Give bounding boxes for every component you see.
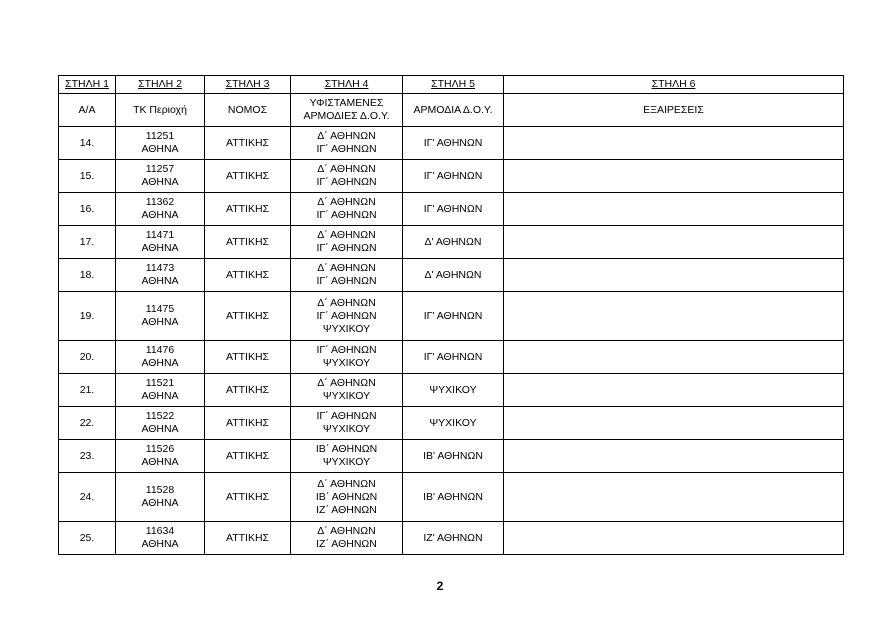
table-row <box>59 292 844 341</box>
subheader-line: ΥΦΙΣΤΑΜΕΝΕΣ <box>309 97 384 109</box>
column-header: ΣΤΗΛΗ 3 <box>205 76 291 94</box>
cell-line: ΙΓ΄ ΑΘΗΝΩΝ <box>316 275 377 287</box>
cell-tk-area <box>116 440 205 473</box>
table-row <box>59 127 844 160</box>
cell-nomos: ΑΤΤΙΚΗΣ <box>205 127 291 160</box>
cell-nomos: ΑΤΤΙΚΗΣ <box>205 160 291 193</box>
cell-line: ΑΘΗΝΑ <box>141 176 179 188</box>
cell-tk-area <box>116 407 205 440</box>
cell-line: 11475 <box>145 303 175 315</box>
column-header-row <box>59 76 844 94</box>
cell-line: ΙΖ΄ ΑΘΗΝΩΝ <box>316 538 377 550</box>
cell-line: ΨΥΧΙΚΟΥ <box>322 390 371 402</box>
cell-existing-doy <box>291 160 403 193</box>
column-header: ΣΤΗΛΗ 1 <box>59 76 116 94</box>
cell-line: 11471 <box>145 229 175 241</box>
cell-existing-doy <box>291 522 403 555</box>
cell-existing-doy <box>291 341 403 374</box>
cell-competent-doy: ΙΓ' ΑΘΗΝΩΝ <box>403 292 504 341</box>
cell-exceptions <box>504 259 844 292</box>
cell-aa: 15. <box>59 160 116 193</box>
cell-competent-doy: Δ' ΑΘΗΝΩΝ <box>403 226 504 259</box>
cell-line: Δ΄ ΑΘΗΝΩΝ <box>317 130 376 142</box>
cell-aa: 24. <box>59 473 116 522</box>
cell-line: ΑΘΗΝΑ <box>141 456 179 468</box>
cell-existing-doy <box>291 193 403 226</box>
cell-exceptions <box>504 193 844 226</box>
table-row <box>59 193 844 226</box>
cell-line: Δ΄ ΑΘΗΝΩΝ <box>317 525 376 537</box>
cell-line: ΨΥΧΙΚΟΥ <box>322 423 371 435</box>
cell-line: ΑΘΗΝΑ <box>141 423 179 435</box>
cell-line: Δ΄ ΑΘΗΝΩΝ <box>317 196 376 208</box>
cell-aa: 16. <box>59 193 116 226</box>
cell-existing-doy <box>291 127 403 160</box>
subheader-nomos: ΝΟΜΟΣ <box>205 94 291 127</box>
cell-exceptions <box>504 374 844 407</box>
cell-line: 11476 <box>145 344 175 356</box>
cell-tk-area <box>116 522 205 555</box>
cell-line: ΙΒ΄ ΑΘΗΝΩΝ <box>315 490 378 503</box>
subheader-line: ΑΡΜΟΔΙΕΣ Δ.Ο.Υ. <box>303 110 390 122</box>
cell-exceptions <box>504 440 844 473</box>
cell-competent-doy: ΙΓ' ΑΘΗΝΩΝ <box>403 193 504 226</box>
table-row <box>59 226 844 259</box>
column-header: ΣΤΗΛΗ 2 <box>116 76 205 94</box>
cell-line: 11526 <box>145 443 175 455</box>
cell-nomos: ΑΤΤΙΚΗΣ <box>205 374 291 407</box>
cell-exceptions <box>504 341 844 374</box>
cell-competent-doy: ΙΒ' ΑΘΗΝΩΝ <box>403 440 504 473</box>
cell-nomos: ΑΤΤΙΚΗΣ <box>205 193 291 226</box>
cell-exceptions <box>504 292 844 341</box>
cell-tk-area <box>116 259 205 292</box>
cell-exceptions <box>504 522 844 555</box>
cell-aa: 19. <box>59 292 116 341</box>
tax-office-table <box>58 75 844 555</box>
cell-exceptions <box>504 160 844 193</box>
cell-line: 11257 <box>145 163 175 175</box>
cell-aa: 17. <box>59 226 116 259</box>
column-header: ΣΤΗΛΗ 6 <box>504 76 844 94</box>
subheader-exceptions: ΕΞΑΙΡΕΣΕΙΣ <box>504 94 844 127</box>
subheader-existing-doy <box>291 94 403 127</box>
cell-line: ΙΓ΄ ΑΘΗΝΩΝ <box>316 344 377 356</box>
cell-line: ΑΘΗΝΑ <box>141 242 179 254</box>
cell-exceptions <box>504 226 844 259</box>
cell-line: ΨΥΧΙΚΟΥ <box>322 357 371 369</box>
cell-tk-area <box>116 160 205 193</box>
cell-competent-doy: ΙΒ' ΑΘΗΝΩΝ <box>403 473 504 522</box>
cell-line: ΑΘΗΝΑ <box>141 275 179 287</box>
table-row <box>59 522 844 555</box>
cell-line: ΙΒ΄ ΑΘΗΝΩΝ <box>315 443 378 455</box>
cell-line: ΙΖ΄ ΑΘΗΝΩΝ <box>316 503 377 516</box>
column-header: ΣΤΗΛΗ 4 <box>291 76 403 94</box>
cell-line: ΙΓ΄ ΑΘΗΝΩΝ <box>316 410 377 422</box>
cell-line: Δ΄ ΑΘΗΝΩΝ <box>317 229 376 241</box>
cell-line: 11251 <box>145 130 175 142</box>
table-row <box>59 341 844 374</box>
cell-tk-area <box>116 127 205 160</box>
column-header: ΣΤΗΛΗ 5 <box>403 76 504 94</box>
table-row <box>59 259 844 292</box>
cell-line: ΑΘΗΝΑ <box>141 209 179 221</box>
cell-existing-doy <box>291 259 403 292</box>
table-row <box>59 160 844 193</box>
cell-line: ΙΓ΄ ΑΘΗΝΩΝ <box>316 143 377 155</box>
cell-competent-doy: ΙΓ' ΑΘΗΝΩΝ <box>403 160 504 193</box>
cell-line: ΑΘΗΝΑ <box>141 538 179 550</box>
cell-line: ΙΓ΄ ΑΘΗΝΩΝ <box>316 176 377 188</box>
cell-line: 11634 <box>145 525 175 537</box>
cell-line: ΑΘΗΝΑ <box>141 316 179 328</box>
cell-existing-doy <box>291 407 403 440</box>
cell-line: ΙΓ΄ ΑΘΗΝΩΝ <box>316 309 377 322</box>
table-row <box>59 407 844 440</box>
cell-competent-doy: ΙΓ' ΑΘΗΝΩΝ <box>403 127 504 160</box>
cell-line: Δ΄ ΑΘΗΝΩΝ <box>317 262 376 274</box>
cell-aa: 23. <box>59 440 116 473</box>
cell-existing-doy <box>291 292 403 341</box>
cell-competent-doy: ΙΓ' ΑΘΗΝΩΝ <box>403 341 504 374</box>
cell-aa: 18. <box>59 259 116 292</box>
cell-line: ΙΓ΄ ΑΘΗΝΩΝ <box>316 209 377 221</box>
cell-tk-area <box>116 193 205 226</box>
cell-nomos: ΑΤΤΙΚΗΣ <box>205 407 291 440</box>
cell-aa: 20. <box>59 341 116 374</box>
cell-line: 11522 <box>145 410 175 422</box>
cell-tk-area <box>116 341 205 374</box>
subheader-competent-doy: ΑΡΜΟΔΙΑ Δ.Ο.Υ. <box>403 94 504 127</box>
cell-exceptions <box>504 127 844 160</box>
cell-competent-doy: ΨΥΧΙΚΟΥ <box>403 407 504 440</box>
cell-aa: 14. <box>59 127 116 160</box>
cell-nomos: ΑΤΤΙΚΗΣ <box>205 292 291 341</box>
cell-nomos: ΑΤΤΙΚΗΣ <box>205 473 291 522</box>
cell-line: ΨΥΧΙΚΟΥ <box>322 456 371 468</box>
cell-existing-doy <box>291 374 403 407</box>
cell-existing-doy <box>291 473 403 522</box>
cell-tk-area <box>116 473 205 522</box>
cell-tk-area <box>116 292 205 341</box>
cell-aa: 22. <box>59 407 116 440</box>
cell-tk-area <box>116 226 205 259</box>
cell-aa: 25. <box>59 522 116 555</box>
cell-line: 11362 <box>145 196 175 208</box>
subheader-row <box>59 94 844 127</box>
page-number: 2 <box>436 579 444 593</box>
table-body <box>59 127 844 555</box>
cell-line: ΑΘΗΝΑ <box>141 497 179 509</box>
table-row <box>59 440 844 473</box>
cell-nomos: ΑΤΤΙΚΗΣ <box>205 259 291 292</box>
cell-tk-area <box>116 374 205 407</box>
cell-line: ΨΥΧΙΚΟΥ <box>322 322 371 335</box>
cell-line: Δ΄ ΑΘΗΝΩΝ <box>317 296 376 309</box>
table-row <box>59 374 844 407</box>
cell-exceptions <box>504 407 844 440</box>
cell-existing-doy <box>291 226 403 259</box>
cell-competent-doy: ΨΥΧΙΚΟΥ <box>403 374 504 407</box>
cell-line: 11521 <box>145 377 175 389</box>
cell-line: ΙΓ΄ ΑΘΗΝΩΝ <box>316 242 377 254</box>
cell-line: ΑΘΗΝΑ <box>141 143 179 155</box>
cell-nomos: ΑΤΤΙΚΗΣ <box>205 226 291 259</box>
cell-nomos: ΑΤΤΙΚΗΣ <box>205 341 291 374</box>
cell-nomos: ΑΤΤΙΚΗΣ <box>205 522 291 555</box>
cell-line: 11528 <box>145 484 175 496</box>
cell-competent-doy: Δ' ΑΘΗΝΩΝ <box>403 259 504 292</box>
cell-line: 11473 <box>145 262 175 274</box>
cell-exceptions <box>504 473 844 522</box>
cell-nomos: ΑΤΤΙΚΗΣ <box>205 440 291 473</box>
cell-aa: 21. <box>59 374 116 407</box>
subheader-aa: Α/Α <box>59 94 116 127</box>
cell-line: Δ΄ ΑΘΗΝΩΝ <box>317 377 376 389</box>
cell-line: ΑΘΗΝΑ <box>141 390 179 402</box>
subheader-tk-area: ΤΚ Περιοχή <box>116 94 205 127</box>
cell-competent-doy: ΙΖ' ΑΘΗΝΩΝ <box>403 522 504 555</box>
cell-line: ΑΘΗΝΑ <box>141 357 179 369</box>
cell-line: Δ΄ ΑΘΗΝΩΝ <box>317 163 376 175</box>
table-row <box>59 473 844 522</box>
cell-line: Δ΄ ΑΘΗΝΩΝ <box>317 477 376 490</box>
cell-existing-doy <box>291 440 403 473</box>
